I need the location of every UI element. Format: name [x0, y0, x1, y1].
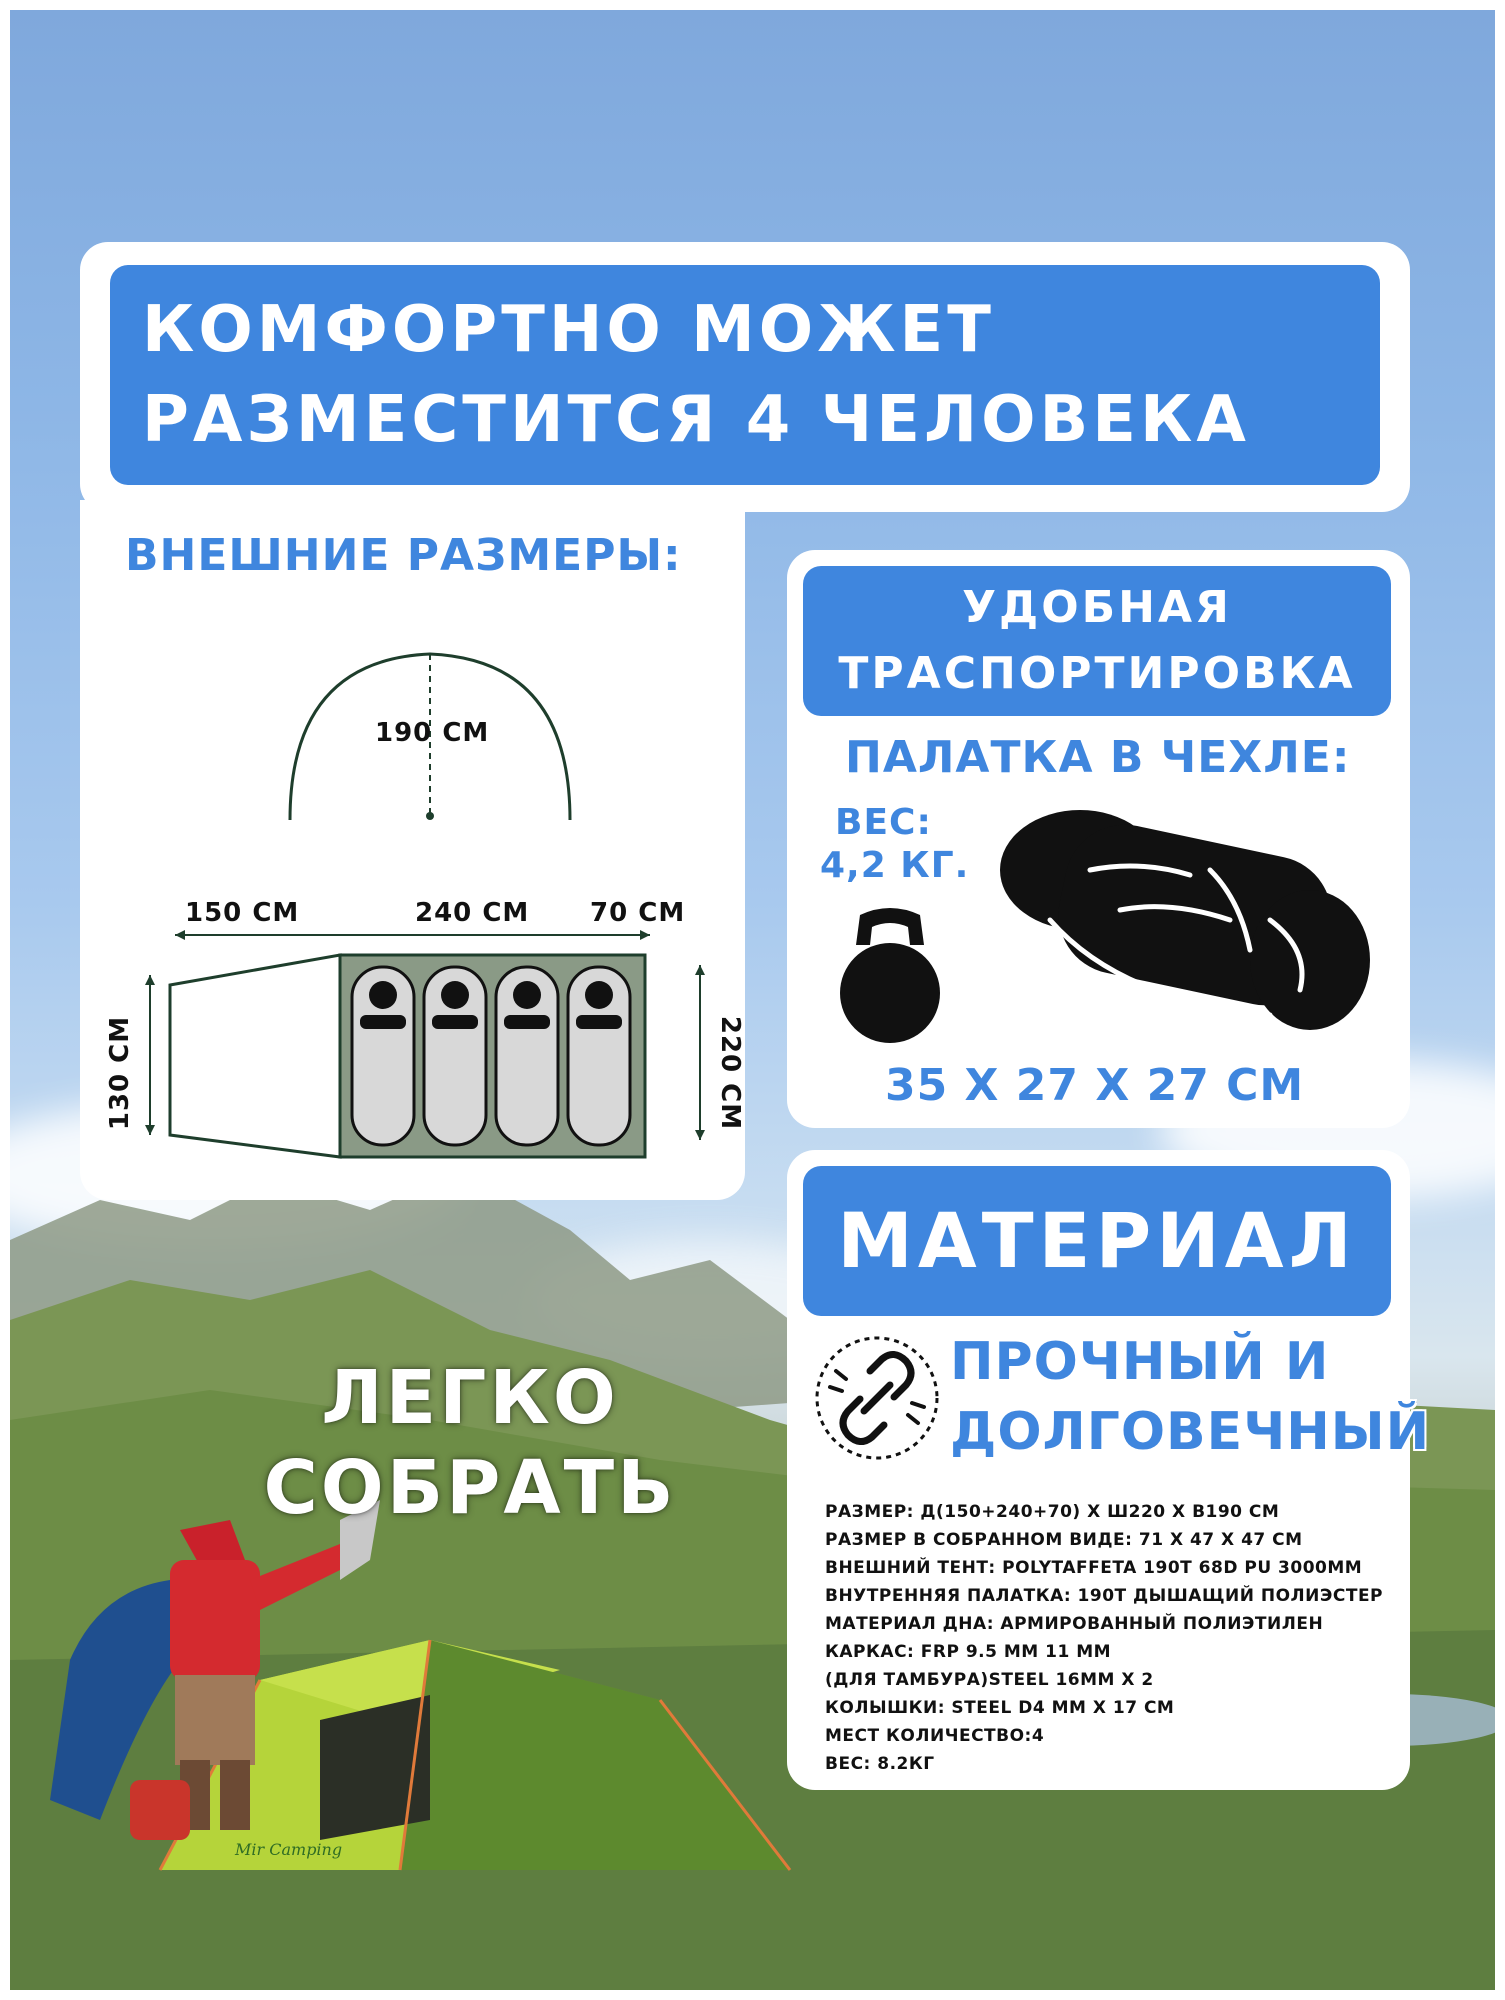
kettlebell-icon — [820, 905, 960, 1045]
tent-brand: Mir Camping — [235, 1840, 343, 1859]
material-line-2: ДОЛГОВЕЧНЫЙ — [950, 1402, 1431, 1462]
specs-list — [825, 1498, 1383, 1778]
spec-line: ВНЕШНИЙ ТЕНТ: POLYTAFFETA 190T 68D PU 3000MM — [825, 1558, 1363, 1578]
spec-line: РАЗМЕР: Д(150+240+70) Х Ш220 Х В190 СМ — [825, 1502, 1280, 1522]
tent-floor-plan — [130, 925, 730, 1185]
promo-line-1: ЛЕГКО — [321, 1355, 619, 1441]
poster — [10, 10, 1495, 1990]
material-line-1: ПРОЧНЫЙ И — [950, 1332, 1330, 1392]
front-width-label: 130 СМ — [105, 1015, 135, 1131]
spec-line: РАЗМЕР В СОБРАННОМ ВИДЕ: 71 Х 47 Х 47 СМ — [825, 1530, 1303, 1550]
spec-line: ВЕС: 8.2КГ — [825, 1754, 935, 1774]
camper-person-illustration — [40, 1500, 400, 1860]
spec-line: КАРКАС: FRP 9.5 ММ 11 ММ — [825, 1642, 1112, 1662]
material-banner — [803, 1166, 1391, 1316]
weight-label: ВЕС: — [835, 802, 932, 843]
vestibule-front-label: 150 СМ — [185, 898, 300, 928]
spec-line: (ДЛЯ ТАМБУРА)STEEL 16ММ Х 2 — [825, 1670, 1154, 1690]
spec-line: МАТЕРИАЛ ДНА: АРМИРОВАННЫЙ ПОЛИЭТИЛЕН — [825, 1614, 1324, 1634]
transport-banner — [803, 566, 1391, 716]
height-label: 190 СМ — [375, 718, 490, 748]
tent-bag-icon — [970, 800, 1390, 1030]
promo-line-2: СОБРАТЬ — [263, 1445, 677, 1531]
header-line-1: КОМФОРТНО МОЖЕТ — [142, 293, 995, 367]
weight-value: 4,2 КГ. — [820, 845, 970, 886]
vestibule-back-label: 70 СМ — [590, 898, 686, 928]
header-banner — [110, 265, 1380, 485]
dimensions-title: ВНЕШНИЕ РАЗМЕРЫ: — [125, 530, 682, 581]
inner-length-label: 240 СМ — [415, 898, 530, 928]
chain-link-icon — [812, 1333, 942, 1463]
transport-subtitle: ПАЛАТКА В ЧЕХЛЕ: — [845, 732, 1351, 783]
inner-width-label: 220 СМ — [715, 1015, 745, 1131]
transport-banner-line-1: УДОБНАЯ — [962, 582, 1232, 633]
transport-banner-line-2: ТРАСПОРТИРОВКА — [838, 648, 1356, 699]
spec-line: ВНУТРЕННЯЯ ПАЛАТКА: 190T ДЫШАЩИЙ ПОЛИЭСТЕР — [825, 1586, 1384, 1606]
packed-size: 35 Х 27 Х 27 СМ — [885, 1060, 1305, 1111]
material-banner-text: МАТЕРИАЛ — [837, 1196, 1357, 1285]
header-line-2: РАЗМЕСТИТСЯ 4 ЧЕЛОВЕКА — [142, 383, 1250, 457]
spec-line: МЕСТ КОЛИЧЕСТВО:4 — [825, 1726, 1045, 1746]
spec-line: КОЛЫШКИ: STEEL D4 ММ Х 17 СМ — [825, 1698, 1175, 1718]
